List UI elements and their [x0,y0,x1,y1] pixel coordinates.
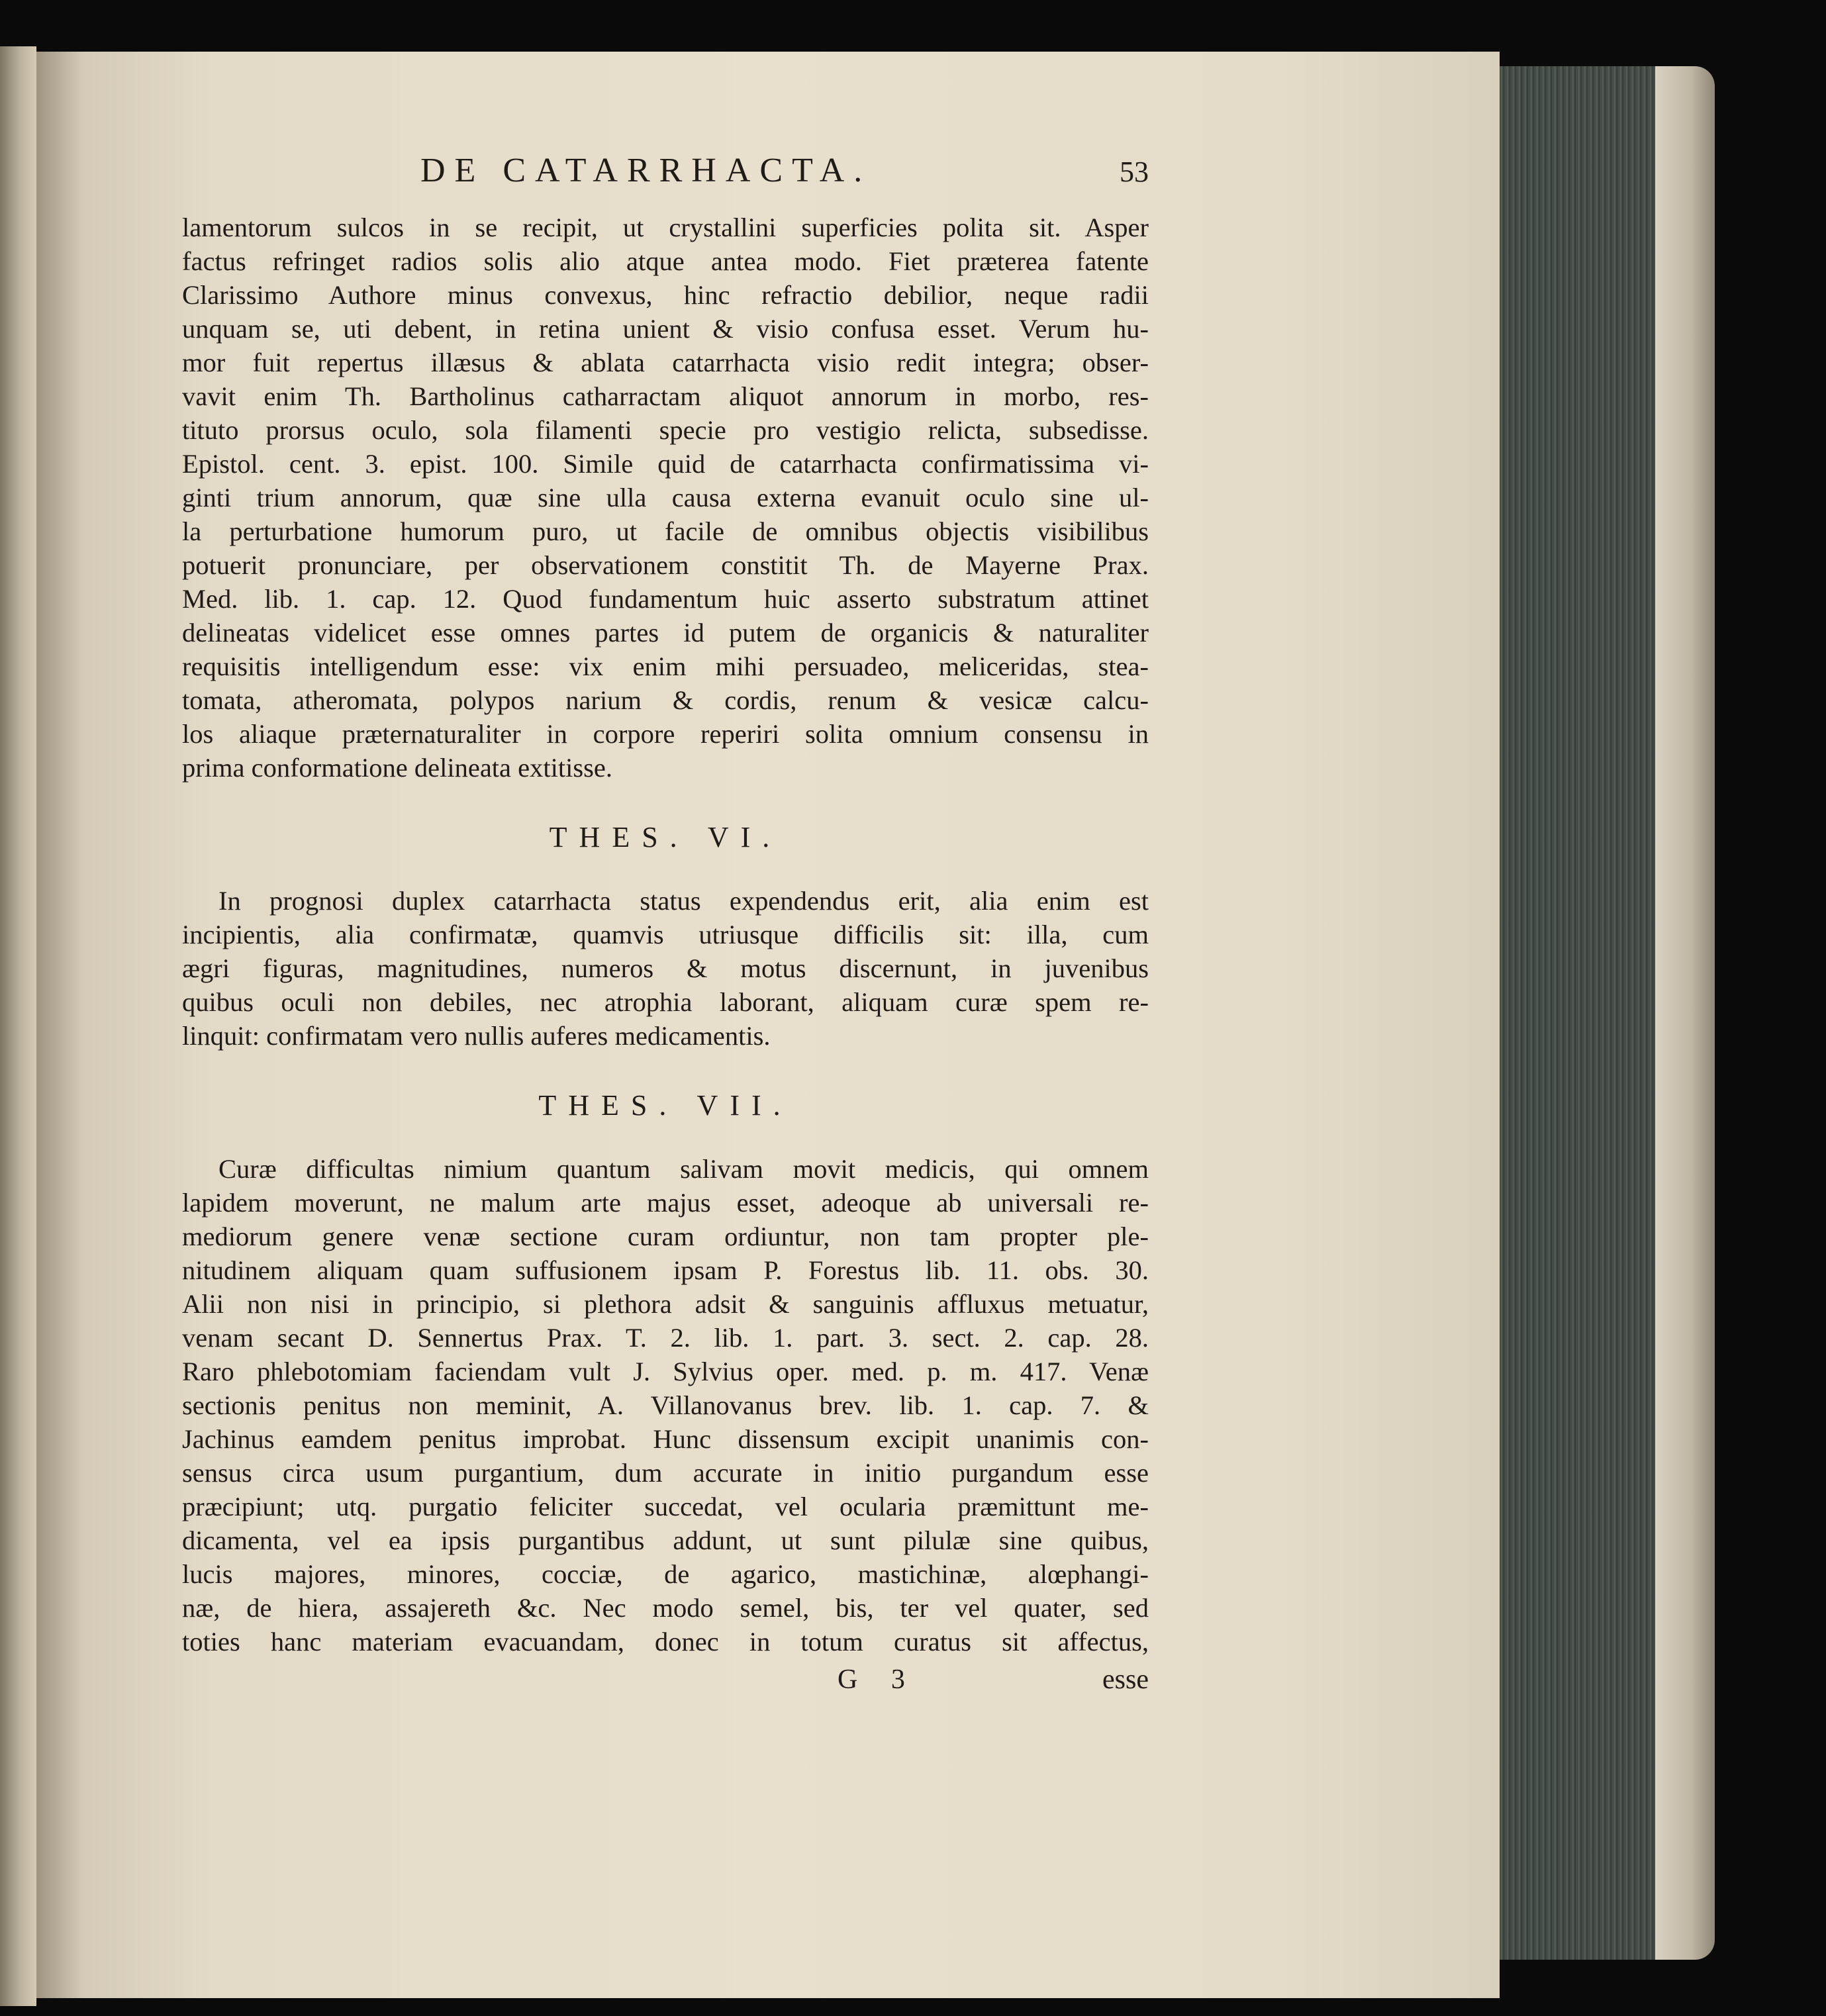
text-line: incipientis, alia confirmatæ, quamvis utriusque difficilis sit: illa, cum [182,920,1149,949]
text-line: potuerit pronunciare, per observationem constitit Th. de Mayerne Prax. [182,550,1149,580]
text-line: In prognosi duplex catarrhacta status expendendus erit, alia enim est [218,886,1149,916]
facing-page-edge [0,46,36,2006]
text-line: sectionis penitus non meminit, A. Villanovanus brev. lib. 1. cap. 7. & [182,1390,1149,1420]
text-line: unquam se, uti debent, in retina unient & visio confusa esset. Verum hu- [182,314,1149,344]
paragraph-2 [182,884,1149,1053]
page-number: 53 [1120,156,1149,188]
text-line: lapidem moverunt, ne malum arte majus esset, adeoque ab universali re- [182,1188,1149,1218]
text-line: ginti trium annorum, quæ sine ulla causa externa evanuit oculo sine ul- [182,483,1149,512]
text-line: toties hanc materiam evacuandam, donec in totum curatus sit affectus, [182,1627,1149,1656]
page-footer [182,1664,1149,1701]
section-heading-thes-6: THES. VI. [549,821,782,853]
text-line: delineatas videlicet esse omnes partes id putem de organicis & naturaliter [182,618,1149,648]
text-line: venam secant D. Sennertus Prax. T. 2. lib. 1. part. 3. sect. 2. cap. 28. [182,1323,1149,1353]
text-line: vavit enim Th. Bartholinus catharractam aliquot annorum in morbo, res- [182,381,1149,411]
text-line: Jachinus eamdem penitus improbat. Hunc dissensum excipit unanimis con- [182,1424,1149,1454]
text-line: quibus oculi non debiles, nec atrophia laborant, aliquam curæ spem re- [182,987,1149,1017]
text-line: Raro phlebotomiam faciendam vult J. Sylvius oper. med. p. m. 417. Venæ [182,1357,1149,1386]
text-line: mediorum genere venæ sectione curam ordiuntur, non tam propter ple- [182,1222,1149,1251]
text-line: mor fuit repertus illæsus & ablata catarrhacta visio redit integra; obser- [182,348,1149,377]
text-line: linquit: confirmatam vero nullis auferes medicamentis. [182,1021,771,1051]
text-line: næ, de hiera, assajereth &c. Nec modo semel, bis, ter vel quater, sed [182,1593,1149,1623]
paragraph-3 [182,1152,1149,1658]
text-line: lucis majores, minores, cocciæ, de agarico, mastichinæ, alœphangi- [182,1559,1149,1589]
text-line: la perturbatione humorum puro, ut facile de omnibus objectis visibilibus [182,516,1149,546]
text-line: dicamenta, vel ea ipsis purgantibus addunt, ut sunt pilulæ sine quibus, [182,1525,1149,1555]
text-line: nitudinem aliquam quam suffusionem ipsam P. Forestus lib. 11. obs. 30. [182,1255,1149,1285]
text-line: præcipiunt; utq. purgatio feliciter succedat, vel ocularia præmittunt me- [182,1492,1149,1521]
section-heading-thes-7: THES. VII. [538,1089,793,1122]
running-title: DE CATARRHACTA. [420,152,872,189]
text-line: tomata, atheromata, polypos narium & cordis, renum & vesicæ calcu- [182,685,1149,715]
text-block [182,151,1149,1701]
gutter-shadow [36,52,83,1998]
running-head [182,151,1149,191]
text-line: requisitis intelligendum esse: vix enim mihi persuadeo, meliceridas, stea- [182,651,1149,681]
text-line: tituto prorsus oculo, sola filamenti specie pro vestigio relicta, subsedisse. [182,415,1149,445]
text-line: los aliaque præternaturaliter in corpore reperiri solita omnium consensu in [182,719,1149,749]
text-line: Med. lib. 1. cap. 12. Quod fundamentum huic asserto substratum attinet [182,584,1149,614]
text-line: Clarissimo Authore minus convexus, hinc refractio debilior, neque radii [182,280,1149,310]
text-line: prima conformatione delineata extitisse. [182,753,613,783]
text-line: ægri figuras, magnitudines, numeros & motus discernunt, in juvenibus [182,953,1149,983]
text-line: Alii non nisi in principio, si plethora adsit & sanguinis affluxus metuatur, [182,1289,1149,1319]
cover-board [1655,66,1715,1960]
catchword: esse [1102,1664,1149,1695]
text-line: Epistol. cent. 3. epist. 100. Simile quid de catarrhacta confirmatissima vi- [182,449,1149,479]
page-block-edge [1500,66,1655,1960]
text-line: factus refringet radios solis alio atque antea modo. Fiet præterea fatente [182,246,1149,276]
signature-mark: G 3 [838,1664,918,1695]
text-line: sensus circa usum purgantium, dum accurate in initio purgandum esse [182,1458,1149,1488]
text-line: Curæ difficultas nimium quantum salivam movit medicis, qui omnem [218,1154,1149,1184]
text-line: lamentorum sulcos in se recipit, ut crystallini superficies polita sit. Asper [182,213,1149,242]
paragraph-1 [182,211,1149,785]
